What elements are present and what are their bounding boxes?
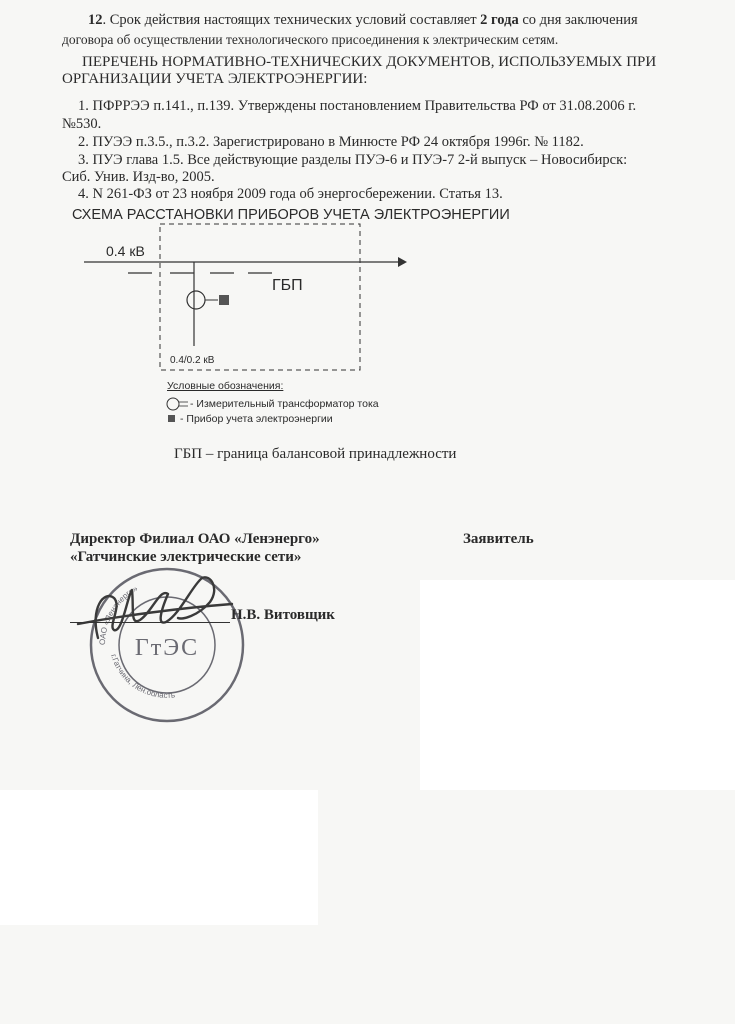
document-item-cont: №530. [62,116,102,132]
svg-text:г.Гатчина, Лен.область: г.Гатчина, Лен.область [109,653,176,700]
scheme-title: СХЕМА РАССТАНОВКИ ПРИБОРОВ УЧЕТА ЭЛЕКТРОЭНЕРГИИ [72,207,510,223]
busbar-arrow [398,257,407,267]
boundary-note: ГБП – граница балансовой принадлежности [174,446,457,462]
document-item: 4. N 261-ФЗ от 23 ноября 2009 года об энергосбережении. Статья 13. [78,186,503,202]
list-heading-line1: ПЕРЕЧЕНЬ НОРМАТИВНО-ТЕХНИЧЕСКИХ ДОКУМЕНТОВ, ИСПОЛЬЗУЕМЫХ ПРИ [82,54,657,70]
director-name: Н.В. Витовщик [231,607,335,623]
applicant-label: Заявитель [463,531,534,547]
meter-icon [168,415,175,422]
signature-line [70,622,230,623]
paragraph-number: 12 [88,12,103,28]
boundary-label: ГБП [272,277,303,294]
paragraph-bold: 2 года [480,12,519,28]
paragraph-12-line2: договора об осуществлении технологического присоединения к электрическим сетям. [62,32,559,47]
svg-text:ОАО «Ленэнерго»: ОАО «Ленэнерго» [97,583,140,646]
director-title-line1: Директор Филиал ОАО «Ленэнерго» [70,531,320,547]
director-title-line2: «Гатчинские электрические сети» [70,549,302,565]
document-item: 2. ПУЭЭ п.3.5., п.3.2. Зарегистрировано в Минюсте РФ 24 октября 1996г. № 1182. [78,134,584,150]
legend-item-meter: - Прибор учета электроэнергии [180,413,333,425]
transformer-label: 0.4/0.2 кВ [170,355,215,366]
legend-item-transformer: - Измерительный трансформатор тока [190,398,379,410]
meter-icon [219,295,229,305]
boundary-frame [160,224,360,370]
list-heading-line2: ОРГАНИЗАЦИИ УЧЕТА ЭЛЕКТРОЭНЕРГИИ: [62,71,368,87]
current-transformer-icon [187,291,205,309]
handwritten-signature [70,568,245,648]
paragraph-text: . Срок действия настоящих технических условий составляет [102,12,481,28]
paragraph-text: со дня заключения [518,12,638,28]
stamp-center-text: ГтЭС [134,635,200,661]
voltage-label: 0.4 кВ [106,243,145,259]
document-item: 1. ПФРРЭЭ п.141., п.139. Утверждены постановлением Правительства РФ от 31.08.2006 г. [78,98,637,114]
legend-title: Условные обозначения: [167,380,284,392]
document-item: 3. ПУЭ глава 1.5. Все действующие разделы ПУЭ-6 и ПУЭ-7 2-й выпуск – Новосибирск: [78,152,628,168]
current-transformer-icon [167,398,179,410]
document-item-cont: Сиб. Унив. Изд-во, 2005. [62,169,215,185]
